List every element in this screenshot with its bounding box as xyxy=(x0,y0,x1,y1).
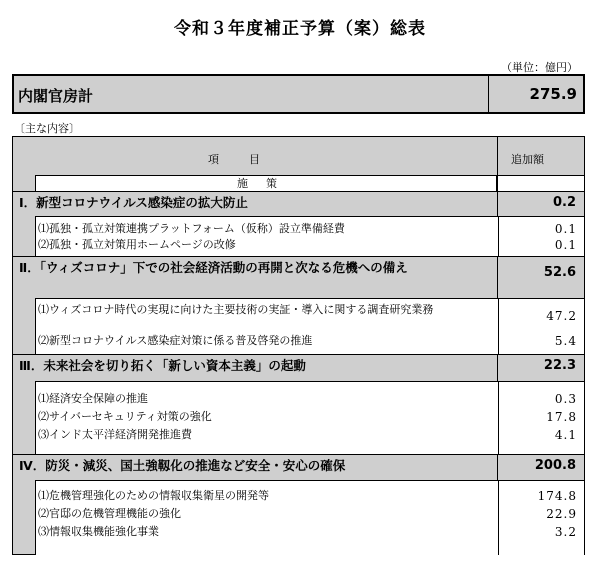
section-title: Ⅰ．新型コロナウイルス感染症の拡大防止 xyxy=(19,195,248,210)
item-amount: 47.2 xyxy=(546,309,577,323)
item-amount: 0.1 xyxy=(554,238,577,252)
total-divider xyxy=(488,76,489,112)
section-items xyxy=(35,381,584,454)
item-divider xyxy=(498,382,499,454)
item-label: ⑴危機管理強化のための情報収集衛星の開発等 xyxy=(38,489,269,502)
item-label: ⑴経済安全保障の推進 xyxy=(38,392,148,405)
item-divider xyxy=(498,217,499,256)
item-label: ⑴ウィズコロナ時代の実現に向けた主要技術の実証・導入に関する調査研究業務 xyxy=(38,303,434,316)
item-amount: 174.8 xyxy=(537,489,577,503)
section-title: Ⅲ．未来社会を切り拓く「新しい資本主義」の起動 xyxy=(19,358,306,373)
header-amount-blank xyxy=(498,175,584,191)
header-item: 項目 xyxy=(208,153,290,166)
total-label: 内閣官房計 xyxy=(18,87,94,105)
item-amount: 22.9 xyxy=(546,507,577,521)
item-label: ⑵孤独・孤立対策用ホームページの改修 xyxy=(38,238,236,251)
item-label: ⑵官邸の危機管理機能の強化 xyxy=(38,507,181,520)
unit-label: （単位：億円） xyxy=(501,61,578,74)
section-row xyxy=(13,454,584,480)
item-divider xyxy=(498,299,499,354)
item-divider xyxy=(498,481,499,555)
section-items xyxy=(35,480,584,555)
section-amount: 0.2 xyxy=(552,195,576,210)
total-row xyxy=(12,74,585,114)
header-amount: 追加額 xyxy=(511,153,544,166)
section-items xyxy=(35,298,584,354)
section-amount: 52.6 xyxy=(543,265,576,280)
item-amount: 0.1 xyxy=(554,222,577,236)
item-label: ⑵新型コロナウイルス感染症対策に係る普及啓発の推進 xyxy=(38,334,313,347)
item-amount: 0.3 xyxy=(554,392,577,406)
section-amount: 22.3 xyxy=(543,358,576,373)
page-title: 令和３年度補正予算（案）総表 xyxy=(174,19,426,39)
section-title: Ⅱ．「ウィズコロナ」下での社会経済活動の再開と次なる危機への備え xyxy=(19,260,408,275)
item-label: ⑴孤独・孤立対策連携プラットフォーム（仮称）設立準備経費 xyxy=(38,222,345,235)
header-policy: 施策 xyxy=(35,175,497,191)
main-content-label: 〔主な内容〕 xyxy=(14,122,80,135)
item-amount: 17.8 xyxy=(546,410,577,424)
section-row xyxy=(13,256,584,298)
section-items xyxy=(35,216,584,256)
section-row xyxy=(13,354,584,381)
budget-table xyxy=(12,136,585,555)
item-amount: 4.1 xyxy=(554,428,577,442)
item-label: ⑵サイバーセキュリティ対策の強化 xyxy=(38,410,212,423)
total-value: 275.9 xyxy=(529,85,577,103)
section-amount: 200.8 xyxy=(534,458,576,473)
section-title: Ⅳ．防災・減災、国土強靱化の推進など安全・安心の確保 xyxy=(19,458,346,473)
item-amount: 3.2 xyxy=(554,525,577,539)
section-row xyxy=(13,191,584,216)
item-amount: 5.4 xyxy=(554,334,577,348)
item-label: ⑶インド太平洋経済開発推進費 xyxy=(38,428,192,441)
item-label: ⑶情報収集機能強化事業 xyxy=(38,525,159,538)
